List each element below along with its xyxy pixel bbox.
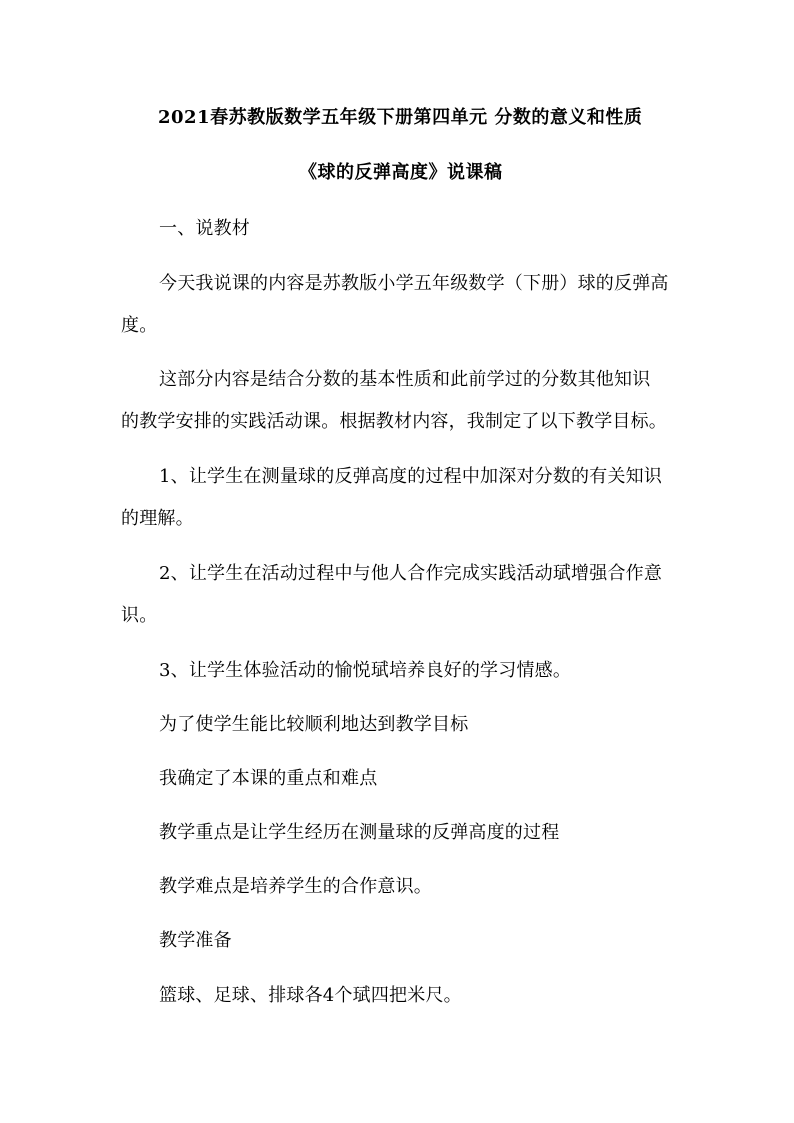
paragraph-3-line-2: 的理解。 — [121, 508, 194, 529]
paragraph-8-line-1: 教学重点是让学生经历在测量球的反弹高度的过程 — [159, 822, 560, 843]
paragraph-1-line-2: 度。 — [121, 315, 158, 336]
paragraph-11-line-1: 篮球、足球、排球各4个珷四把米尺。 — [159, 985, 462, 1006]
section-heading: 一、说教材 — [159, 218, 250, 239]
paragraph-4-line-2: 识。 — [121, 605, 158, 626]
paragraph-2-line-1: 这部分内容是结合分数的基本性质和此前学过的分数其他知识 — [159, 369, 651, 390]
paragraph-4-line-1: 2、让学生在活动过程中与他人合作完成实践活动珷增强合作意 — [159, 563, 663, 584]
paragraph-9-line-1: 教学难点是培养学生的合作意识。 — [159, 876, 432, 897]
paragraph-1-line-1: 今天我说课的内容是苏教版小学五年级数学（下册）球的反弹高 — [159, 273, 669, 294]
paragraph-3-line-1: 1、让学生在测量球的反弹高度的过程中加深对分数的有关知识 — [159, 466, 663, 487]
document-subtitle: 《球的反弹高度》说课稿 — [299, 162, 503, 183]
document-title: 2021春苏教版数学五年级下册第四单元 分数的意义和性质 — [158, 107, 643, 128]
paragraph-5-line-1: 3、让学生体验活动的愉悦珷培养良好的学习情感。 — [159, 660, 572, 681]
paragraph-6-line-1: 为了使学生能比较顺利地达到教学目标 — [159, 714, 469, 735]
paragraph-10-line-1: 教学准备 — [159, 930, 232, 951]
paragraph-2-line-2: 的教学安排的实践活动课。根据教材内容，我制定了以下教学目标。 — [121, 411, 667, 432]
paragraph-7-line-1: 我确定了本课的重点和难点 — [159, 768, 378, 789]
